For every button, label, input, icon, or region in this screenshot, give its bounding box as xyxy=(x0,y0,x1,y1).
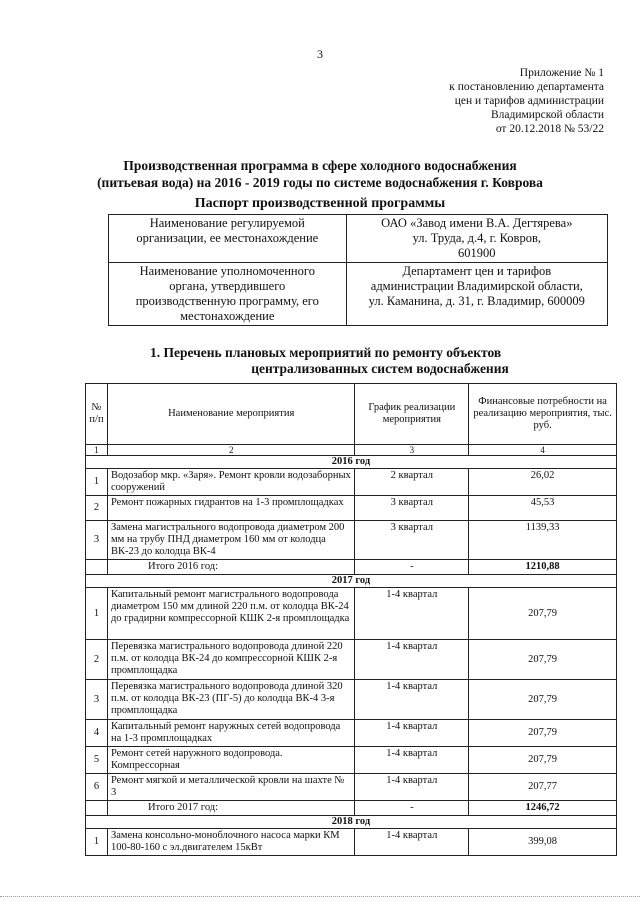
program-title-line: (питьевая вода) на 2016 - 2019 годы по системе водоснабжения г. Коврова xyxy=(97,175,543,190)
bottom-edge-line xyxy=(0,896,640,897)
table-row xyxy=(86,469,617,496)
row-name: Ремонт пожарных гидрантов на 1-3 промплощадках xyxy=(107,496,354,521)
year-row xyxy=(86,575,617,588)
text-line: Департамент цен и тарифов xyxy=(402,264,552,278)
row-name: Перевязка магистрального водопровода длиной 320 п.м. от колодца ВК-23 (ПГ-5) до колодца ВК-4 3-я промплощадка xyxy=(107,680,354,720)
row-number: 3 xyxy=(86,521,108,560)
total-empty xyxy=(86,801,108,816)
column-index: 4 xyxy=(469,445,617,456)
row-schedule: 2 квартал xyxy=(355,469,469,496)
passport-label xyxy=(109,263,347,326)
header-cost: Финансовые потребности на реализацию мероприятия, тыс. руб. xyxy=(469,384,617,445)
table-row xyxy=(86,640,617,680)
row-cost: 399,08 xyxy=(469,829,617,856)
appendix-line: от 20.12.2018 № 53/22 xyxy=(495,123,604,135)
passport-value xyxy=(346,263,607,326)
program-title xyxy=(40,157,600,191)
text-line: ул. Каманина, д. 31, г. Владимир, 600009 xyxy=(368,294,585,308)
year-row xyxy=(86,456,617,469)
row-number: 1 xyxy=(86,588,108,640)
text-line: органа, утвердившего xyxy=(169,279,286,293)
row-number: 6 xyxy=(86,774,108,801)
table-row xyxy=(86,588,617,640)
text-line: организации, ее местонахождение xyxy=(136,231,319,245)
passport-table xyxy=(108,214,608,326)
passport-row xyxy=(109,215,608,263)
text-line: 601900 xyxy=(458,246,496,260)
row-name: Водозабор мкр. «Заря». Ремонт кровли водозаборных сооружений xyxy=(107,469,354,496)
row-cost: 207,79 xyxy=(469,747,617,774)
total-row xyxy=(86,801,617,816)
appendix-line: Приложение № 1 xyxy=(519,67,604,79)
text-line: производственную программу, его xyxy=(135,294,319,308)
row-schedule: 1-4 квартал xyxy=(355,747,469,774)
year-row xyxy=(86,816,617,829)
row-schedule: 1-4 квартал xyxy=(355,588,469,640)
program-title-line: Производственная программа в сфере холодного водоснабжения xyxy=(123,158,517,173)
total-empty xyxy=(86,560,108,575)
header-name: Наименование мероприятия xyxy=(107,384,354,445)
row-cost: 207,79 xyxy=(469,588,617,640)
total-schedule: - xyxy=(355,801,469,816)
total-label: Итого 2017 год: xyxy=(107,801,354,816)
column-index-row xyxy=(86,445,617,456)
row-name: Капитальный ремонт наружных сетей водопровода на 1-3 промплощадках xyxy=(107,720,354,747)
row-number: 1 xyxy=(86,469,108,496)
row-cost: 207,79 xyxy=(469,720,617,747)
table-row xyxy=(86,720,617,747)
row-number: 4 xyxy=(86,720,108,747)
column-index: 2 xyxy=(107,445,354,456)
row-name: Замена консольно-моноблочного насоса марки КМ 100-80-160 с эл.двигателем 15кВт xyxy=(107,829,354,856)
row-cost: 207,79 xyxy=(469,680,617,720)
text-line: местонахождение xyxy=(180,309,275,323)
appendix-block xyxy=(449,66,604,136)
total-schedule: - xyxy=(355,560,469,575)
row-schedule: 1-4 квартал xyxy=(355,829,469,856)
table-row xyxy=(86,774,617,801)
passport-row xyxy=(109,263,608,326)
text-line: администрации Владимирской области, xyxy=(370,279,583,293)
total-cost: 1210,88 xyxy=(469,560,617,575)
page-number: 3 xyxy=(317,47,323,61)
row-name: Капитальный ремонт магистрального водопровода диаметром 150 мм длиной 220 п.м. от колодца ВК-24 до градирни компрессорной КШК 2-я промплощадка xyxy=(107,588,354,640)
header-schedule: График реализации мероприятия xyxy=(355,384,469,445)
measures-table xyxy=(85,383,617,856)
column-index: 1 xyxy=(86,445,108,456)
row-number: 2 xyxy=(86,640,108,680)
passport-title: Паспорт производственной программы xyxy=(194,196,446,211)
row-name: Ремонт сетей наружного водопровода. Компрессорная xyxy=(107,747,354,774)
row-number: 5 xyxy=(86,747,108,774)
column-index: 3 xyxy=(355,445,469,456)
row-schedule: 1-4 квартал xyxy=(355,640,469,680)
row-schedule: 1-4 квартал xyxy=(355,720,469,747)
row-number: 2 xyxy=(86,496,108,521)
appendix-line: Владимирской области xyxy=(490,109,604,121)
table-row xyxy=(86,521,617,560)
section-title-line: централизованных систем водоснабжения xyxy=(251,361,509,376)
row-schedule: 3 квартал xyxy=(355,521,469,560)
table-row xyxy=(86,680,617,720)
row-name: Перевязка магистрального водопровода длиной 220 п.м. от колодца ВК-24 до компрессорной КШК 2-я промплощадка xyxy=(107,640,354,680)
text-line: Наименование регулируемой xyxy=(149,216,305,230)
row-cost: 45,53 xyxy=(469,496,617,521)
text-line: ОАО «Завод имени В.А. Дегтярева» xyxy=(381,216,573,230)
section-title-line: 1. Перечень плановых мероприятий по ремонту объектов xyxy=(150,345,502,360)
table-row xyxy=(86,829,617,856)
header-number: № п/п xyxy=(86,384,108,445)
row-schedule: 1-4 квартал xyxy=(355,680,469,720)
year-label: 2017 год xyxy=(86,575,617,588)
row-name: Замена магистрального водопровода диаметром 200 мм на трубу ПНД диаметром 160 мм от колодца ВК-23 до колодца ВК-4 xyxy=(107,521,354,560)
text-line: Наименование уполномоченного xyxy=(139,264,315,278)
total-row xyxy=(86,560,617,575)
total-label: Итого 2016 год: xyxy=(107,560,354,575)
row-cost: 1139,33 xyxy=(469,521,617,560)
total-cost: 1246,72 xyxy=(469,801,617,816)
section-title xyxy=(150,345,610,377)
passport-value xyxy=(346,215,607,263)
text-line: ул. Труда, д.4, г. Ковров, xyxy=(412,231,541,245)
year-label: 2018 год xyxy=(86,816,617,829)
table-header-row xyxy=(86,384,617,445)
appendix-line: к постановлению департамента xyxy=(449,81,604,93)
table-row xyxy=(86,496,617,521)
row-name: Ремонт мягкой и металлической кровли на шахте № 3 xyxy=(107,774,354,801)
row-schedule: 3 квартал xyxy=(355,496,469,521)
table-row xyxy=(86,747,617,774)
row-cost: 207,77 xyxy=(469,774,617,801)
year-label: 2016 год xyxy=(86,456,617,469)
row-cost: 207,79 xyxy=(469,640,617,680)
row-cost: 26,02 xyxy=(469,469,617,496)
passport-label xyxy=(109,215,347,263)
row-schedule: 1-4 квартал xyxy=(355,774,469,801)
row-number: 1 xyxy=(86,829,108,856)
appendix-line: цен и тарифов администрации xyxy=(454,95,604,107)
row-number: 3 xyxy=(86,680,108,720)
